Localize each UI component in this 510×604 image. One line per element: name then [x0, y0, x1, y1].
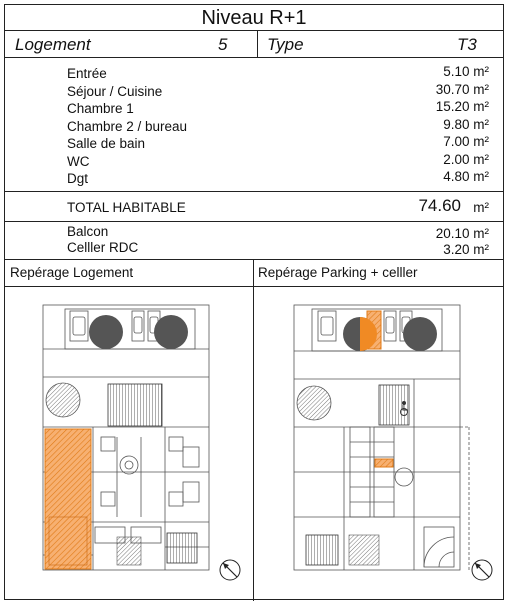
- room-area: 4.80 m²: [443, 169, 489, 184]
- room-area: 5.10 m²: [443, 64, 489, 79]
- room-name: Séjour / Cuisine: [67, 83, 163, 99]
- right-plan-title: Repérage Parking + celller: [258, 265, 418, 280]
- parking-cellar-location-plan: [254, 287, 503, 600]
- north-arrow-icon: [220, 560, 240, 580]
- room-name: Chambre 1: [67, 101, 134, 116]
- room-name: Entrée: [67, 66, 107, 81]
- logement-label: Logement: [15, 35, 91, 54]
- total-value: 74.60: [418, 196, 461, 215]
- logement-location-plan: [5, 287, 252, 600]
- room-area: 30.70 m²: [435, 81, 489, 97]
- room-area: 2.00 m²: [443, 151, 489, 167]
- logement-value: 5: [218, 35, 228, 54]
- annex-name: Balcon: [67, 224, 109, 239]
- room-area: 9.80 m²: [443, 116, 489, 132]
- total-unit: m²: [473, 200, 489, 215]
- apartment-sheet: [4, 4, 504, 600]
- header-divider: [257, 31, 258, 57]
- room-area: 7.00 m²: [443, 134, 489, 149]
- rooms-section: [5, 58, 503, 192]
- type-label: Type: [267, 35, 304, 54]
- annex-area: 3.20 m²: [443, 242, 489, 257]
- page-title: Niveau R+1: [5, 5, 503, 31]
- room-name: Salle de bain: [67, 136, 146, 151]
- room-name: Chambre 2 / bureau: [67, 118, 188, 134]
- type-value: T3: [457, 35, 477, 54]
- total-row: [5, 192, 503, 222]
- header-row: [5, 31, 503, 58]
- north-arrow-icon: [472, 560, 492, 580]
- annex-area: 20.10 m²: [435, 226, 489, 241]
- room-name: WC: [67, 153, 90, 169]
- room-area: 15.20 m²: [435, 99, 489, 114]
- plans-section: [5, 260, 503, 601]
- cellar-highlight: [375, 459, 393, 467]
- room-name: Dgt: [67, 171, 89, 186]
- total-label: TOTAL HABITABLE: [67, 200, 186, 215]
- left-plan-title: Repérage Logement: [10, 265, 134, 280]
- logement-highlight: [45, 429, 91, 569]
- annex-name: Celller RDC: [67, 240, 139, 255]
- annexes-section: [5, 222, 503, 260]
